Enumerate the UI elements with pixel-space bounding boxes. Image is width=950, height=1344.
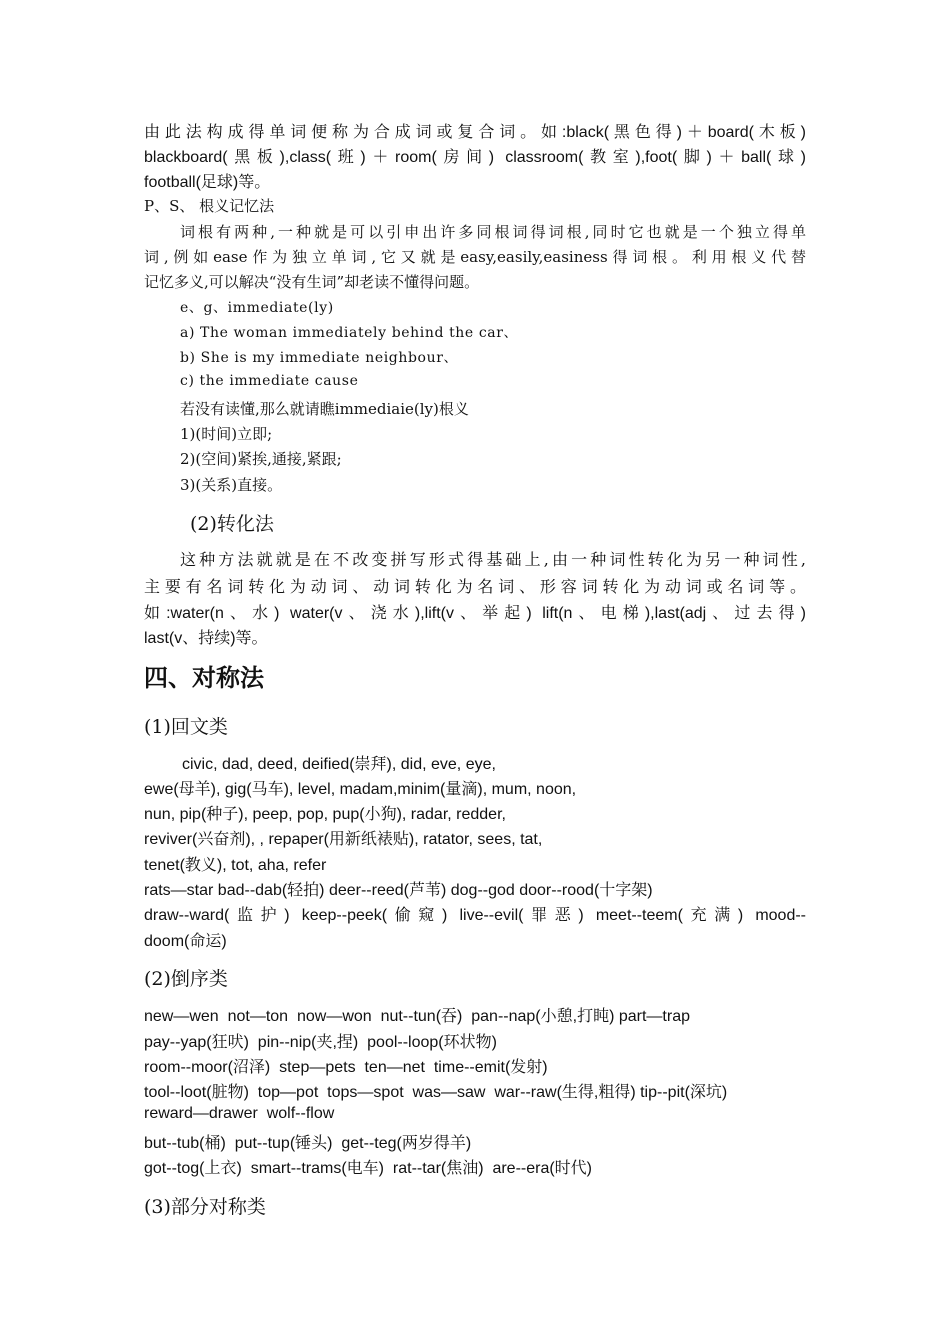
compound-line-1: 由此法构成得单词便称为合成词或复合词。如:black(黑色得)＋board(木板) bbox=[144, 124, 806, 141]
conversion-line-3: 如:water(n、水) water(v、浇水),lift(v、举起) lift(n、电梯),last(adj、过去得) bbox=[144, 605, 806, 622]
example-b: b) She is my immediate neighbour、 bbox=[180, 350, 459, 366]
conversion-line-2: 主要有名词转化为动词、动词转化为名词、形容词转化为动词或名词等。 bbox=[144, 577, 806, 596]
compound-line-2: blackboard(黑板),class(班)＋room(房间) classroom(教室),foot(脚)＋ball(球) bbox=[144, 149, 806, 166]
reverse-line-5: reward—drawer wolf--flow bbox=[144, 1105, 335, 1122]
example-c: c) the immediate cause bbox=[180, 373, 359, 389]
palindrome-line-5: tenet(教义), tot, aha, refer bbox=[144, 857, 327, 874]
meaning-relation: 3)(关系)直接。 bbox=[180, 476, 283, 494]
conversion-line-4: last(v、持续)等。 bbox=[144, 630, 268, 647]
palindrome-line-6: rats—star bad--dab(轻拍) deer--reed(芦苇) dog--god door--rood(十字架) bbox=[144, 882, 653, 899]
meaning-time: 1)(时间)立即; bbox=[180, 425, 273, 443]
partial-symmetry-heading: (3)部分对称类 bbox=[144, 1196, 266, 1218]
reverse-line-3: room--moor(沼泽) step—pets ten—net time--emit(发射) bbox=[144, 1059, 548, 1076]
root-method-heading: P、S、 根义记忆法 bbox=[144, 197, 275, 215]
palindrome-line-1: civic, dad, deed, deified(崇拜), did, eve, eye, bbox=[182, 756, 496, 773]
example-intro: e、g、immediate(ly) bbox=[180, 300, 334, 316]
root-para-line-2: 词,例如ease作为独立单词,它又就是easy,easily,easiness得词根。利用根义代替 bbox=[144, 248, 806, 266]
palindrome-line-3: nun, pip(种子), peep, pop, pup(小狗), radar, redder, bbox=[144, 806, 506, 823]
conversion-line-1: 这种方法就就是在不改变拼写形式得基础上,由一种词性转化为另一种词性, bbox=[180, 550, 806, 569]
palindrome-heading: (1)回文类 bbox=[144, 716, 228, 738]
example-a: a) The woman immediately behind the car、 bbox=[180, 325, 519, 341]
root-para-line-3: 记忆多义,可以解决“没有生词”却老读不懂得问题。 bbox=[144, 273, 480, 291]
symmetry-heading: 四、对称法 bbox=[144, 663, 264, 692]
root-para-line-1: 词根有两种,一种就是可以引申出许多同根词得词根,同时它也就是一个独立得单 bbox=[180, 223, 806, 241]
palindrome-line-2: ewe(母羊), gig(马车), level, madam,minim(量滴), mum, noon, bbox=[144, 781, 577, 798]
palindrome-line-8: doom(命运) bbox=[144, 933, 227, 950]
reverse-line-6: but--tub(桶) put--tup(锤头) get--teg(两岁得羊) bbox=[144, 1135, 472, 1152]
compound-line-3: football(足球)等。 bbox=[144, 174, 271, 191]
palindrome-line-7: draw--ward(监护) keep--peek(偷窥) live--evil(罪恶) meet--teem(充满) mood-- bbox=[144, 907, 806, 924]
reverse-line-4: tool--loot(脏物) top—pot tops—spot was—saw war--raw(生得,粗得) tip--pit(深坑) bbox=[144, 1084, 728, 1101]
reverse-line-2: pay--yap(狂吠) pin--nip(夹,捏) pool--loop(环状物) bbox=[144, 1034, 497, 1051]
reverse-line-1: new—wen not—ton now—won nut--tun(吞) pan--nap(小憩,打盹) part—trap bbox=[144, 1008, 690, 1025]
conversion-heading: (2)转化法 bbox=[190, 513, 274, 535]
meaning-space: 2)(空间)紧挨,通接,紧跟; bbox=[180, 450, 342, 468]
reverse-line-7: got--tog(上衣) smart--trams(电车) rat--tar(焦油) are--era(时代) bbox=[144, 1160, 593, 1177]
reverse-heading: (2)倒序类 bbox=[144, 968, 228, 990]
palindrome-line-4: reviver(兴奋剂), , repaper(用新纸裱贴), ratator, sees, tat, bbox=[144, 831, 543, 848]
root-meaning-intro: 若没有读懂,那么就请瞧immediaie(ly)根义 bbox=[180, 400, 469, 418]
